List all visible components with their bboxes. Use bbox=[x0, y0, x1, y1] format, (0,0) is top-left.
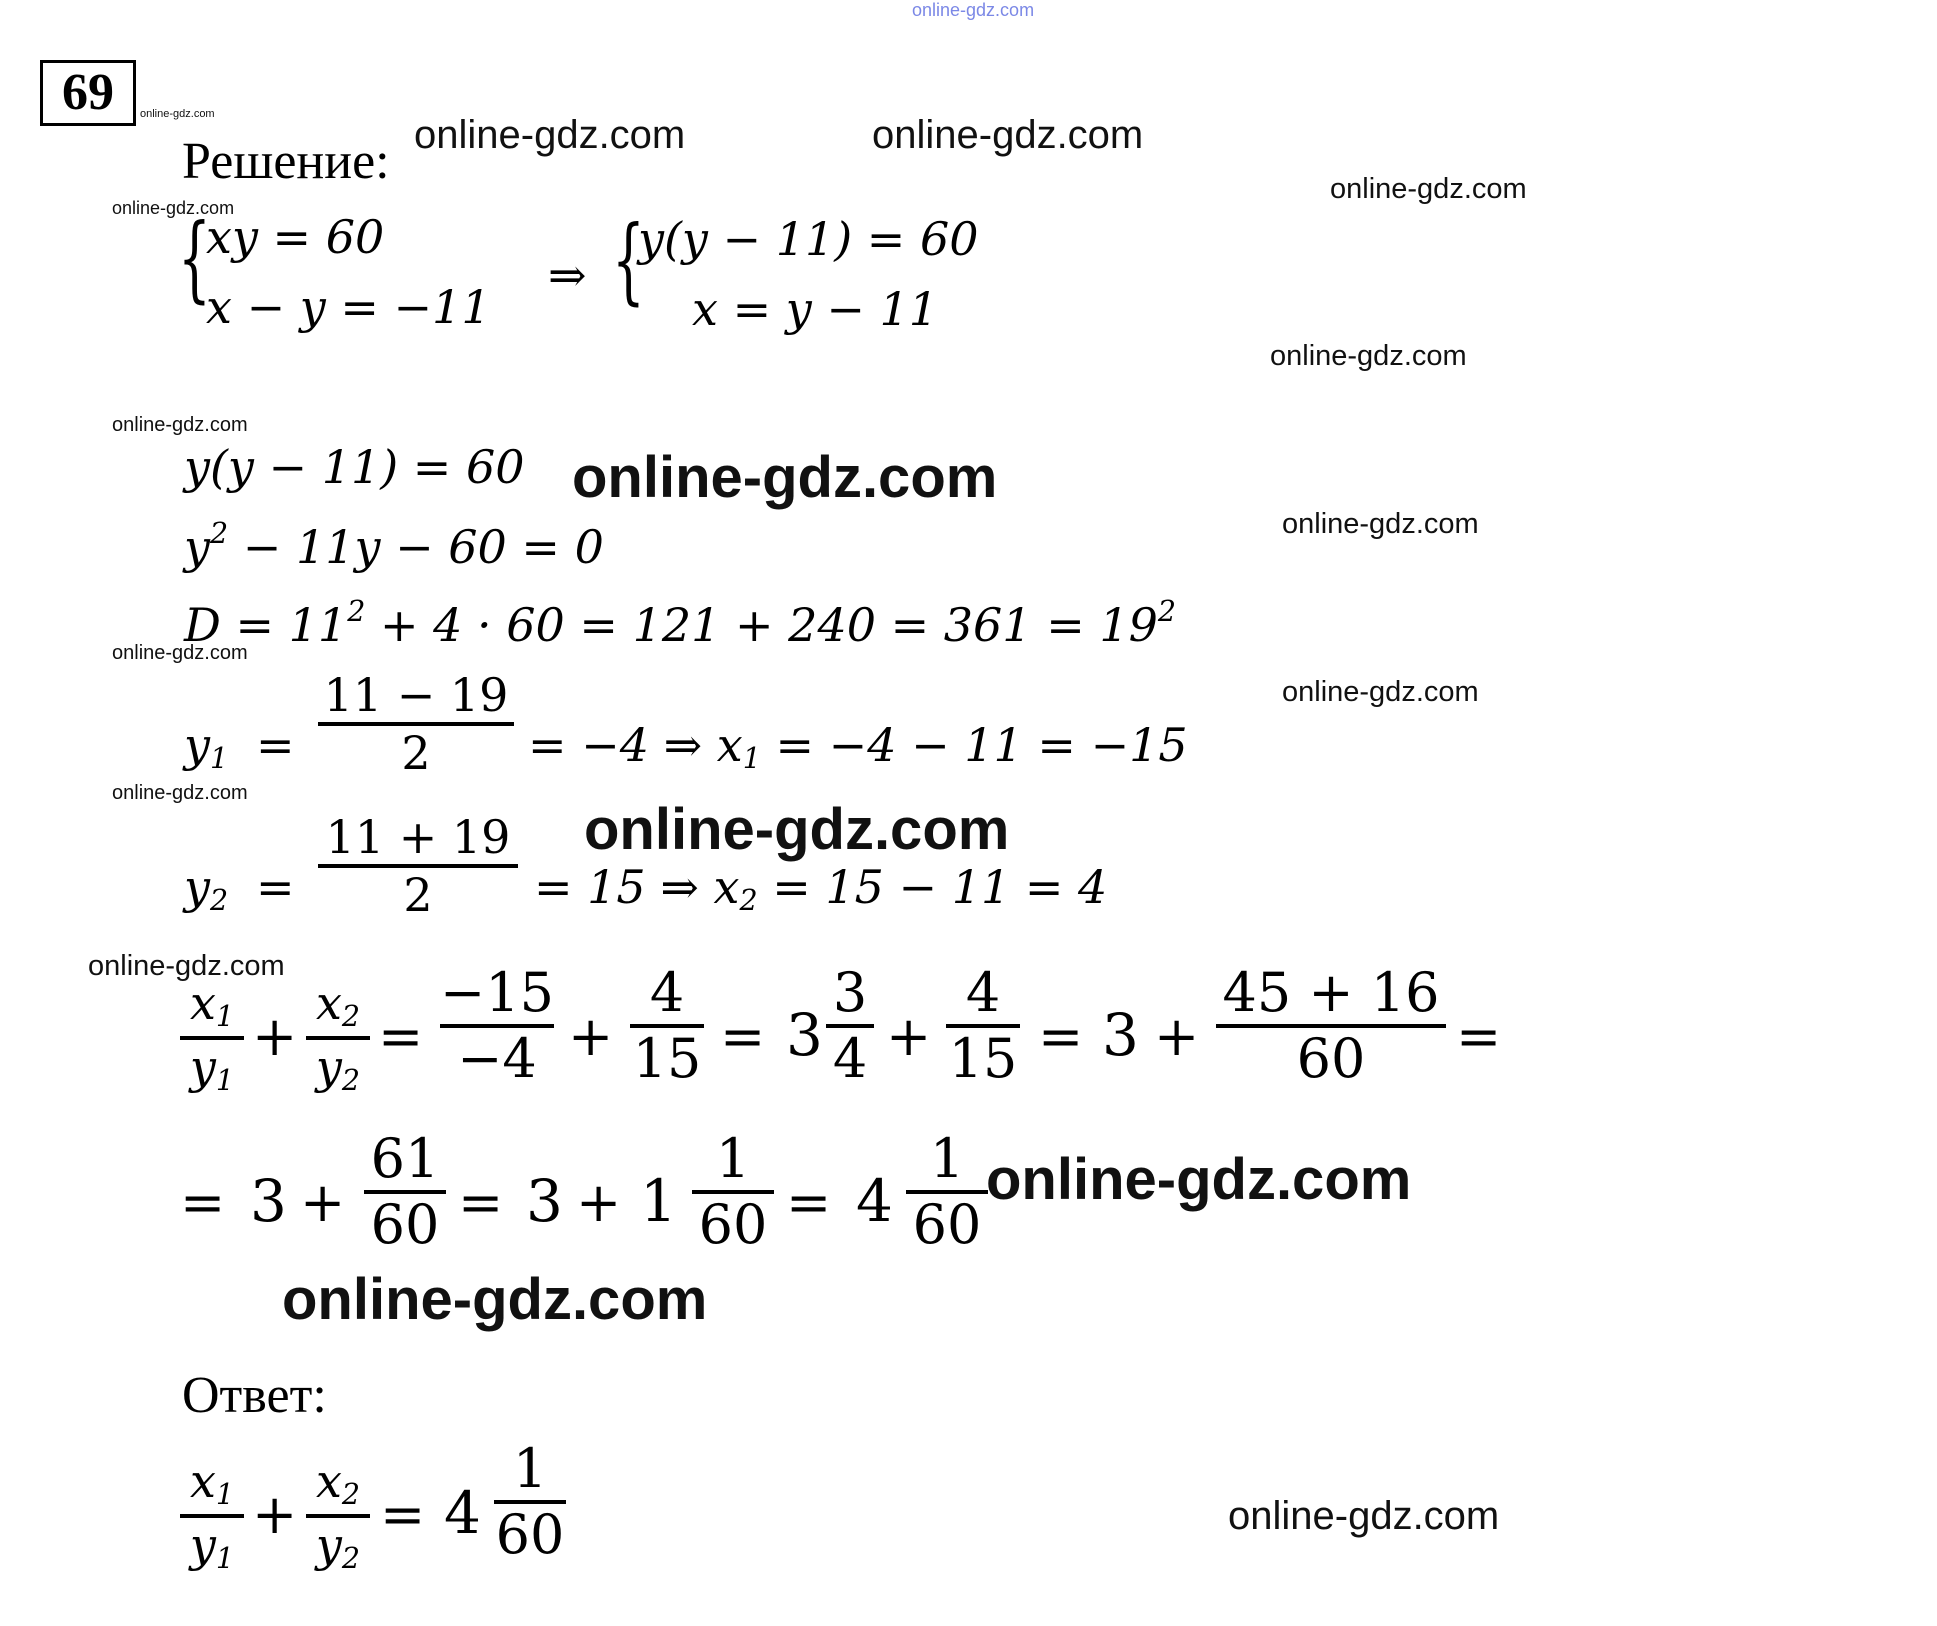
equals-sign: = bbox=[180, 1171, 226, 1234]
watermark[interactable]: online-gdz.com bbox=[1282, 676, 1479, 708]
watermark-top[interactable]: online-gdz.com bbox=[912, 0, 1035, 20]
x2-over-y2: $x_2$ $y_2$ bbox=[306, 980, 370, 1095]
x2-over-y2: $x_2$ $y_2$ bbox=[306, 1458, 370, 1573]
watermark[interactable]: online-gdz.com bbox=[112, 782, 248, 804]
system2-eq1: y(y − 11) = 60 bbox=[638, 212, 979, 266]
watermark[interactable]: online-gdz.com bbox=[112, 642, 248, 664]
line2-sup: 2 bbox=[210, 517, 229, 550]
equals-sign: = bbox=[1456, 1005, 1502, 1068]
fraction-denominator: 2 bbox=[401, 726, 431, 780]
watermark[interactable]: online-gdz.com bbox=[572, 445, 998, 510]
watermark[interactable]: online-gdz.com bbox=[88, 950, 285, 982]
system2-eq2: x = y − 11 bbox=[692, 282, 939, 336]
plus-sign: + bbox=[252, 1005, 298, 1068]
watermark[interactable]: online-gdz.com bbox=[112, 198, 235, 218]
fraction-61-60: 61 60 bbox=[364, 1132, 446, 1252]
plus-sign: + bbox=[568, 1005, 614, 1068]
line3-b: + 4 · 60 = 121 + 240 = 361 = 19 bbox=[365, 597, 1158, 652]
three: 3 bbox=[250, 1167, 287, 1235]
fraction-4-15: 4 15 bbox=[630, 966, 704, 1086]
equals-sign: = bbox=[1038, 1005, 1084, 1068]
system1-eq1: xy = 60 bbox=[206, 210, 385, 264]
left-brace: { bbox=[178, 204, 211, 313]
plus-sign: + bbox=[252, 1483, 298, 1546]
left-brace: { bbox=[612, 206, 645, 315]
answer-whole: 4 bbox=[444, 1479, 481, 1547]
fraction-61-60: 45 + 16 60 bbox=[1216, 966, 1446, 1086]
plus-sign: + bbox=[300, 1171, 346, 1234]
fraction-1-60: 1 60 bbox=[906, 1132, 988, 1252]
watermark[interactable]: online-gdz.com bbox=[1330, 173, 1527, 205]
x1-over-y1: $x_1$ $y_1$ bbox=[180, 980, 244, 1095]
watermark[interactable]: online-gdz.com bbox=[986, 1147, 1412, 1212]
line3-a: D = 11 bbox=[184, 597, 348, 652]
equals-sign: = bbox=[380, 1483, 426, 1546]
watermark[interactable]: online-gdz.com bbox=[1282, 508, 1479, 540]
equals-sign: = bbox=[786, 1171, 832, 1234]
watermark[interactable]: online-gdz.com bbox=[1270, 340, 1467, 372]
fraction-3-4: 3 4 bbox=[826, 966, 874, 1086]
y2-lhs: $y_2$ bbox=[184, 860, 229, 918]
fraction-numerator: 11 − 19 bbox=[323, 668, 509, 722]
plus-sign: + bbox=[886, 1005, 932, 1068]
watermark[interactable]: online-gdz.com bbox=[414, 113, 686, 157]
y1-fraction bbox=[318, 668, 514, 780]
mixed-whole-1: 1 bbox=[640, 1167, 677, 1235]
y1-equals: = bbox=[256, 718, 295, 772]
implies-arrow: ⇒ bbox=[548, 248, 587, 302]
y2-equals: = bbox=[256, 860, 295, 914]
equation-line-2 bbox=[184, 517, 604, 574]
fraction-denominator: 2 bbox=[403, 868, 433, 922]
plus-sign: + bbox=[1154, 1005, 1200, 1068]
discriminant-line bbox=[184, 595, 1177, 652]
x1-over-y1: $x_1$ $y_1$ bbox=[180, 1458, 244, 1573]
answer-heading: Ответ: bbox=[182, 1367, 327, 1424]
watermark[interactable]: online-gdz.com bbox=[282, 1267, 708, 1332]
mixed-whole-4: 4 bbox=[856, 1167, 893, 1235]
answer-fraction: 1 60 bbox=[495, 1437, 565, 1566]
fraction-numerator: 11 + 19 bbox=[325, 810, 511, 864]
watermark[interactable]: online-gdz.com bbox=[872, 113, 1144, 157]
mixed-whole-3: 3 bbox=[786, 1001, 823, 1069]
fraction-4-15: 4 15 bbox=[946, 966, 1020, 1086]
three: 3 bbox=[1102, 1001, 1139, 1069]
y1-result: = −4 ⇒ $x_1 = -4 - 11 = -15$ bbox=[528, 718, 1188, 776]
system1-eq2: x − y = −11 bbox=[206, 280, 491, 334]
line2-rest: − 11y − 60 = 0 bbox=[228, 519, 604, 574]
equals-sign: = bbox=[378, 1005, 424, 1068]
watermark[interactable]: online-gdz.com bbox=[112, 414, 248, 436]
y1-lhs: $y_1$ bbox=[184, 718, 229, 776]
equals-sign: = bbox=[458, 1171, 504, 1234]
problem-number: 69 bbox=[40, 60, 136, 126]
line2-base: y bbox=[184, 519, 210, 574]
three: 3 bbox=[526, 1167, 563, 1235]
watermark-tiny[interactable]: online-gdz.com bbox=[140, 108, 215, 120]
equals-sign: = bbox=[720, 1005, 766, 1068]
fraction-1-60: 1 60 bbox=[692, 1132, 774, 1252]
solution-heading: Решение: bbox=[182, 133, 390, 190]
watermark[interactable]: online-gdz.com bbox=[584, 797, 1010, 862]
watermark[interactable]: online-gdz.com bbox=[1228, 1494, 1500, 1538]
fraction-neg15-neg4: −15 −4 bbox=[440, 961, 554, 1090]
line3-sup1: 2 bbox=[347, 595, 366, 628]
y2-fraction bbox=[318, 810, 518, 922]
equation-line-1: y(y − 11) = 60 bbox=[184, 440, 525, 494]
y2-result: = 15 ⇒ $x_2 = 15 - 11 = 4$ bbox=[534, 860, 1108, 918]
plus-sign: + bbox=[576, 1171, 622, 1234]
line3-sup2: 2 bbox=[1157, 595, 1177, 628]
